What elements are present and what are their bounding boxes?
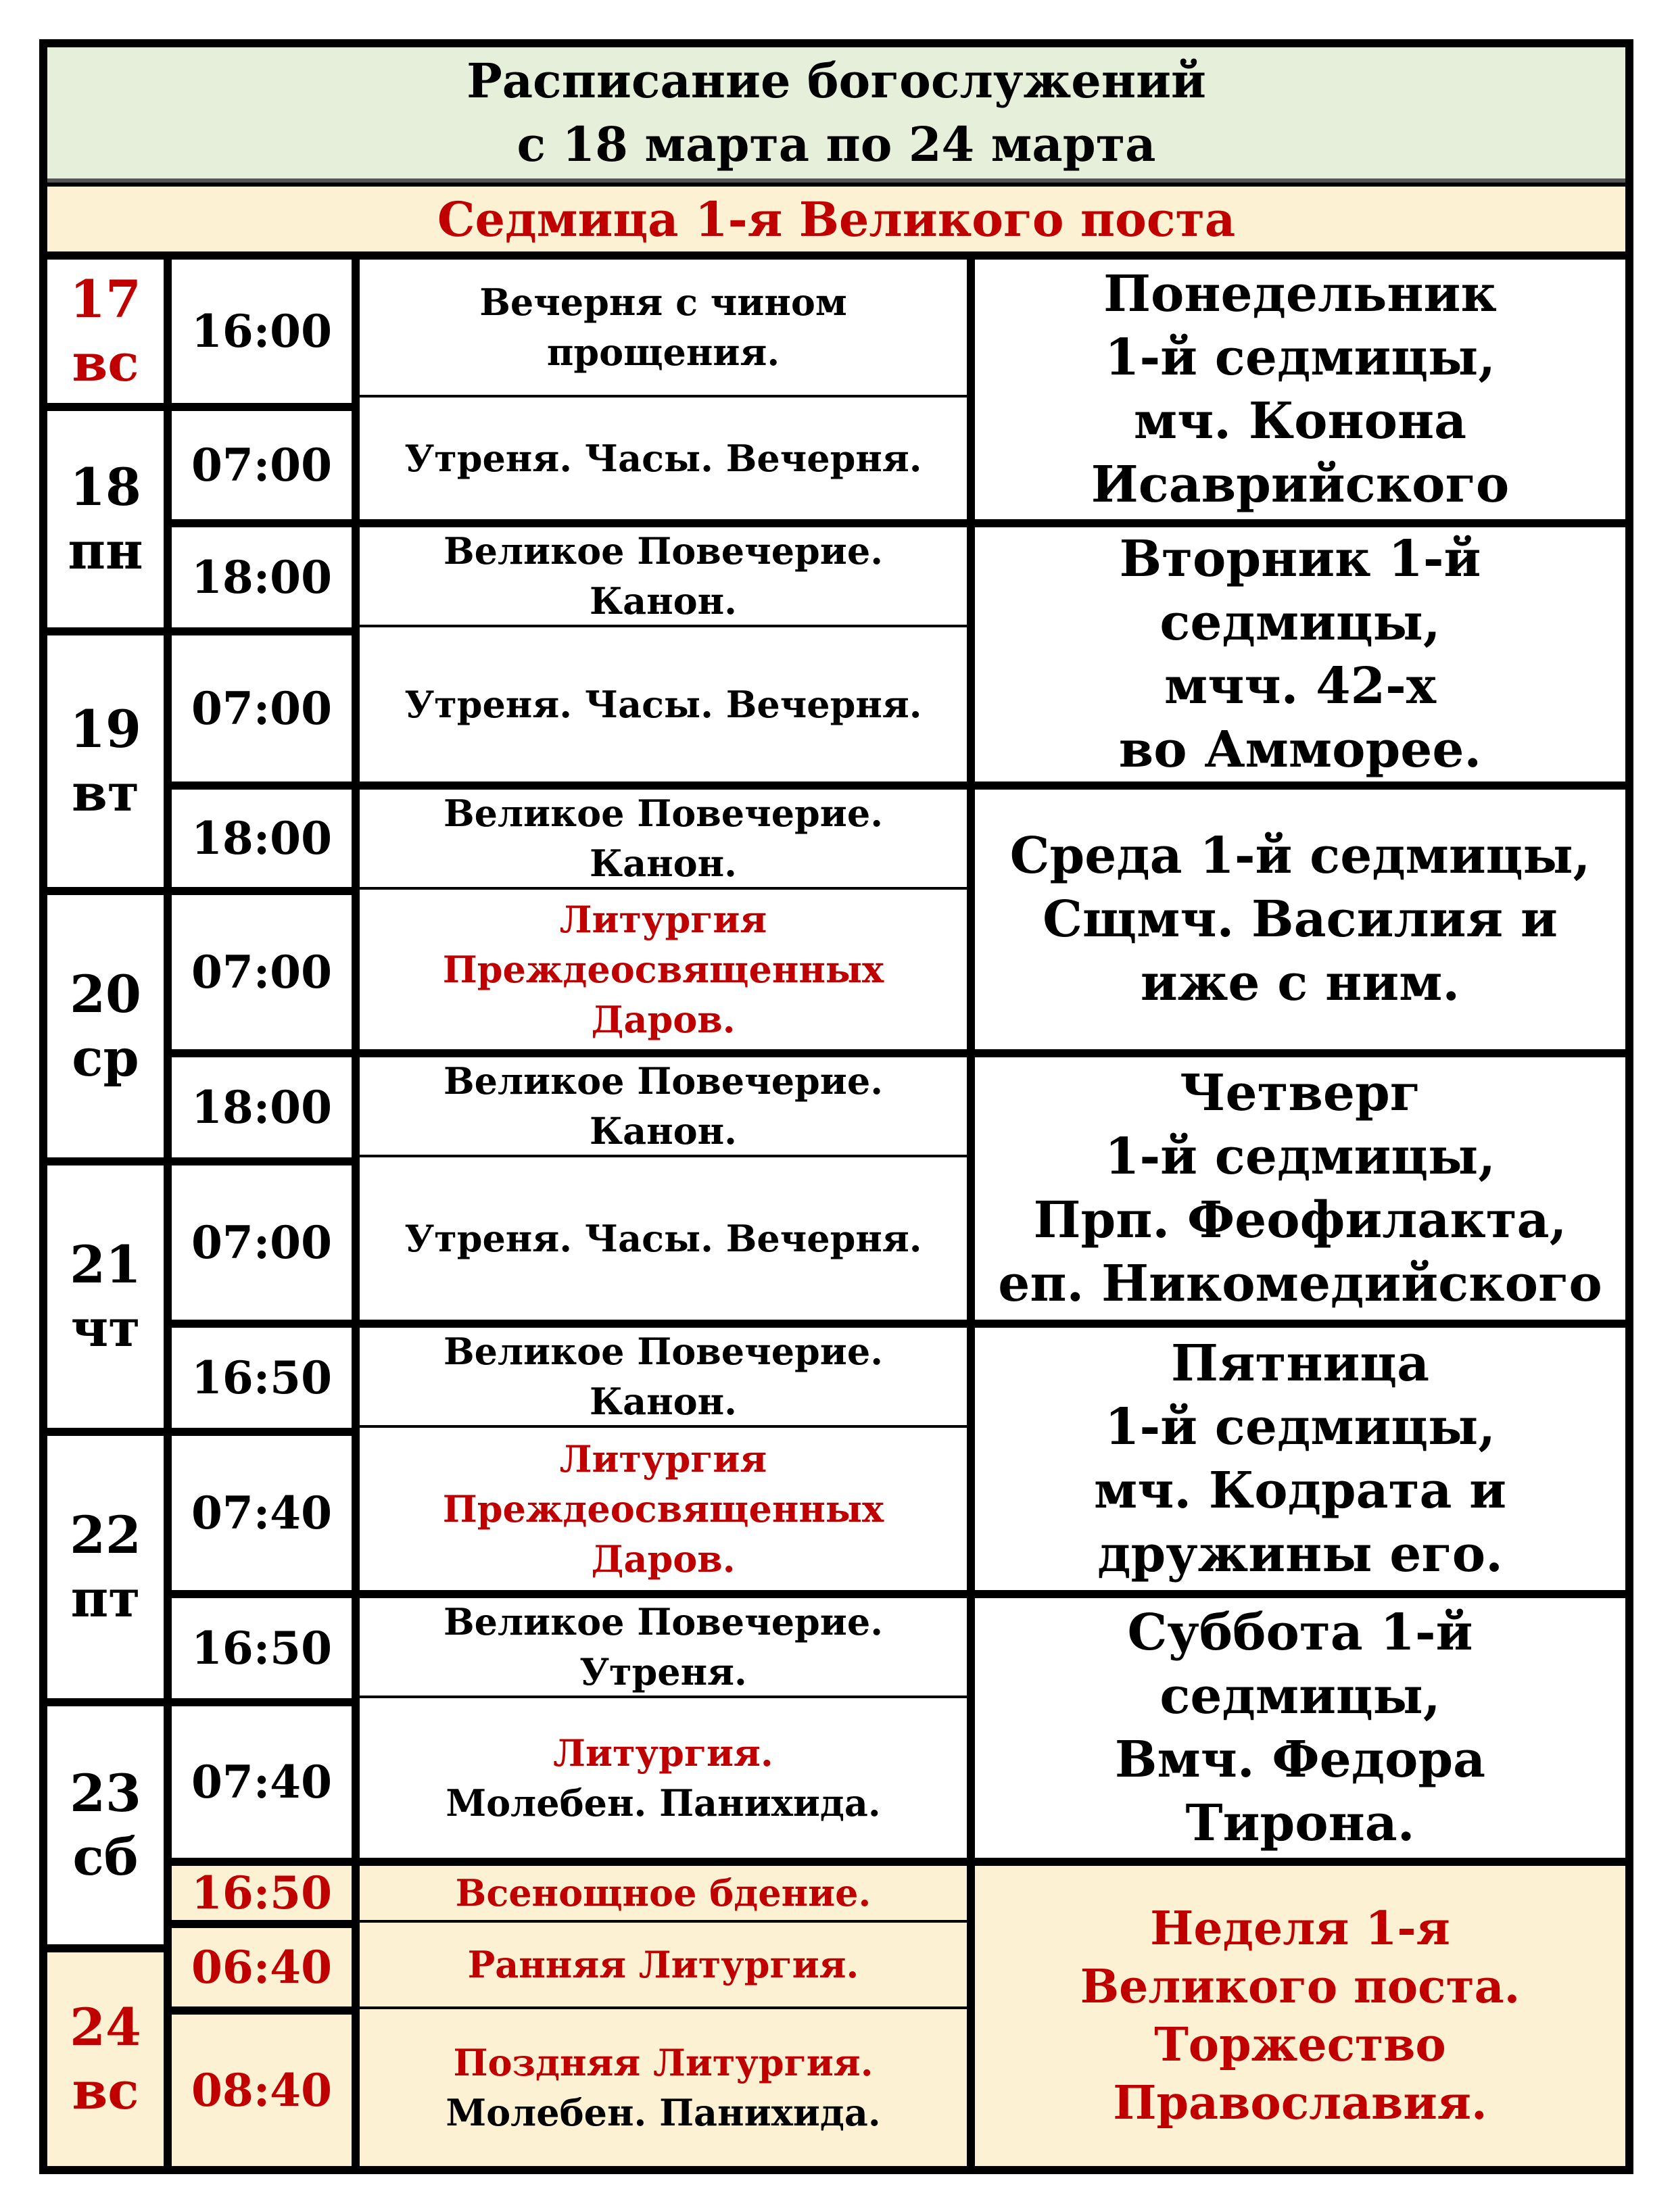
- service-name: Великое Повечерие. Канон.: [360, 1057, 967, 1155]
- day-cell: [47, 895, 164, 1157]
- service-time: 18:00: [172, 1057, 352, 1157]
- service-time: 07:00: [172, 1165, 352, 1320]
- week-title: Седмица 1-я Великого поста: [47, 187, 1625, 251]
- service-time: 18:00: [172, 527, 352, 627]
- day-number: 24: [70, 1997, 141, 2057]
- service-name: Утреня. Часы. Вечерня.: [360, 627, 967, 782]
- commemoration: Четверг 1-й седмицы, Прп. Феофилакта, еп. Никомедийского: [975, 1057, 1625, 1320]
- service-time: 08:40: [172, 2015, 352, 2166]
- day-weekday: вт: [72, 763, 139, 823]
- commemoration: Понедельник 1-й седмицы, мч. Конона Исаврийского: [975, 260, 1625, 519]
- day-weekday: вс: [72, 2061, 139, 2121]
- service-name: Вечерня с чином прощения.: [360, 260, 967, 395]
- service-name: Литургия Преждеосвященных Даров.: [360, 1428, 967, 1590]
- service-name: Литургия Преждеосвященных Даров.: [360, 890, 967, 1049]
- day-weekday: пт: [70, 1568, 141, 1629]
- service-name: Ранняя Литургия.: [360, 1923, 967, 2006]
- day-weekday: сб: [72, 1827, 139, 1887]
- day-number: 18: [70, 457, 141, 517]
- day-number: 22: [70, 1505, 141, 1565]
- day-cell: [47, 411, 164, 627]
- service-time: 07:40: [172, 1436, 352, 1590]
- service-name: Утреня. Часы. Вечерня.: [360, 398, 967, 519]
- title-line-2: с 18 марта по 24 марта: [517, 116, 1156, 172]
- day-weekday: пн: [68, 521, 143, 581]
- day-cell: [47, 1165, 164, 1428]
- day-cell: [47, 260, 164, 403]
- commemoration: Пятница 1-й седмицы, мч. Кодрата и дружины его.: [975, 1328, 1625, 1590]
- service-time: 07:00: [172, 895, 352, 1049]
- service-time: 07:00: [172, 411, 352, 519]
- service-name: Утреня. Часы. Вечерня.: [360, 1157, 967, 1320]
- service-name: Литургия. Молебен. Панихида.: [360, 1698, 967, 1858]
- schedule-table: [39, 39, 1633, 2174]
- service-name: Великое Повечерие. Канон.: [360, 1328, 967, 1425]
- service-time: 07:40: [172, 1706, 352, 1858]
- service-time: 16:50: [172, 1328, 352, 1428]
- day-number: 19: [70, 699, 141, 759]
- day-weekday: вс: [72, 333, 139, 393]
- service-name: Всенощное бдение.: [360, 1866, 967, 1920]
- service-name: Поздняя Литургия. Молебен. Панихида.: [360, 2009, 967, 2166]
- service-name: Великое Повечерие. Канон.: [360, 790, 967, 887]
- day-weekday: ср: [72, 1028, 139, 1088]
- day-number: 20: [70, 964, 141, 1024]
- service-name: Великое Повечерие. Канон.: [360, 527, 967, 625]
- schedule-title: [47, 47, 1625, 183]
- day-number: 17: [70, 269, 141, 329]
- title-line-1: Расписание богослужений: [467, 53, 1206, 109]
- service-time: 18:00: [172, 790, 352, 887]
- commemoration: Суббота 1-й седмицы, Вмч. Федора Тирона.: [975, 1598, 1625, 1858]
- service-time: 07:00: [172, 635, 352, 782]
- day-cell: [47, 1952, 164, 2166]
- day-weekday: чт: [70, 1298, 141, 1358]
- service-name: Великое Повечерие. Утреня.: [360, 1598, 967, 1696]
- day-number: 21: [70, 1234, 141, 1295]
- commemoration: Неделя 1-я Великого поста. Торжество Православия.: [975, 1866, 1625, 2166]
- service-time: 16:50: [172, 1866, 352, 1920]
- day-cell: [47, 1436, 164, 1698]
- day-cell: [47, 635, 164, 887]
- day-cell: [47, 1706, 164, 1944]
- service-time: 16:00: [172, 260, 352, 403]
- service-time: 06:40: [172, 1928, 352, 2006]
- commemoration: Среда 1-й седмицы, Сщмч. Василия и иже с ним.: [975, 790, 1625, 1049]
- commemoration: Вторник 1-й седмицы, мчч. 42-х во Амморее.: [975, 527, 1625, 782]
- service-time: 16:50: [172, 1598, 352, 1698]
- day-number: 23: [70, 1763, 141, 1823]
